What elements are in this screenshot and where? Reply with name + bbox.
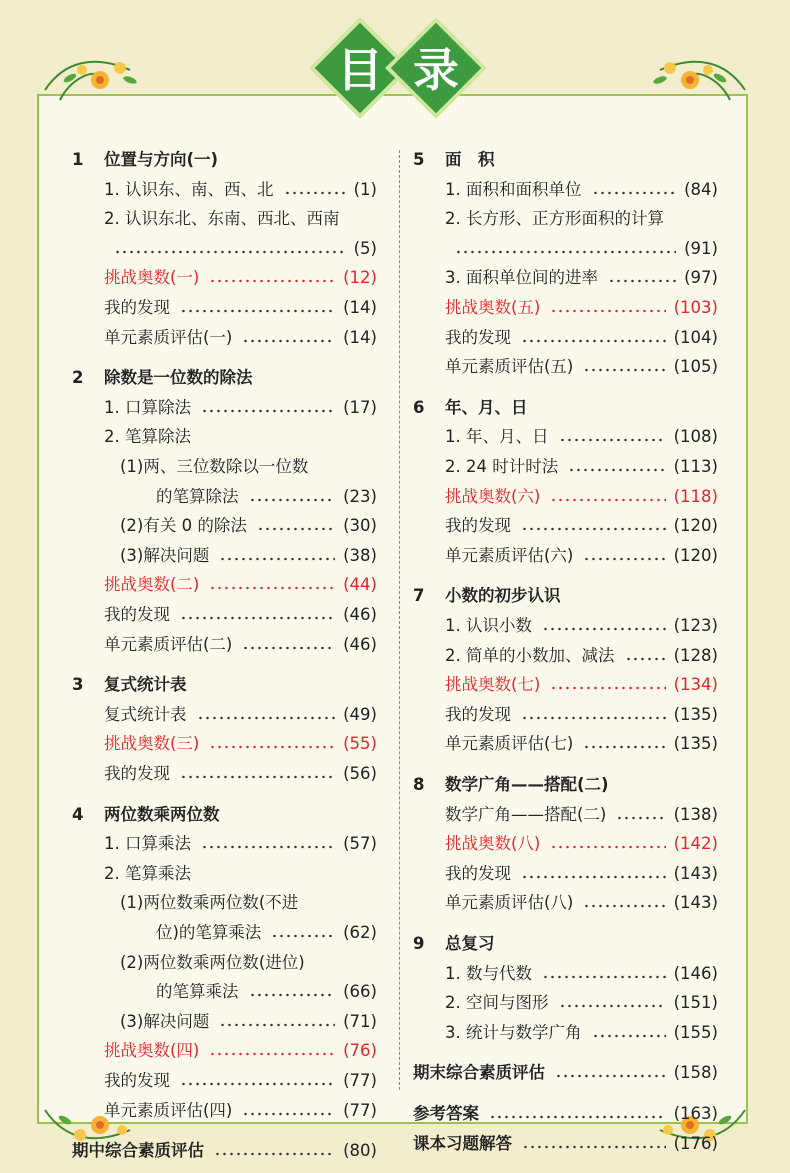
leader-dots: [209, 279, 335, 283]
toc-entry[interactable]: [413, 484, 718, 510]
toc-entry[interactable]: [413, 731, 718, 757]
toc-entry[interactable]: [413, 513, 718, 539]
leader-dots: [180, 1082, 335, 1086]
page-number: (134): [673, 675, 718, 695]
leader-dots: [214, 1152, 335, 1156]
chapter-number: 9: [413, 934, 425, 953]
entry-title: 我的发现: [445, 516, 511, 536]
toc-entry[interactable]: [413, 802, 718, 828]
toc-entry[interactable]: [413, 613, 718, 639]
leader-dots: [249, 993, 336, 997]
leader-dots: [550, 686, 665, 690]
entry-title: 3. 统计与数学广角: [445, 1022, 582, 1042]
page-number: (120): [673, 516, 718, 536]
page-number: (105): [673, 357, 718, 377]
toc-entry[interactable]: [72, 1009, 377, 1035]
toc-entry[interactable]: [72, 572, 377, 598]
toc-entry[interactable]: [72, 920, 377, 946]
page-number: (128): [673, 645, 718, 665]
page-number: (138): [673, 804, 718, 824]
toc-chapter-heading[interactable]: [413, 147, 718, 173]
entry-title: 的笔算除法: [156, 486, 239, 506]
page-number: (80): [343, 1141, 377, 1161]
page-number: (84): [684, 179, 718, 199]
toc-entry[interactable]: [413, 354, 718, 380]
toc-entry[interactable]: [413, 1131, 718, 1157]
title-char-1: 目: [337, 43, 383, 97]
toc-entry[interactable]: [72, 979, 377, 1005]
toc-chapter-heading[interactable]: [72, 147, 377, 173]
entry-title: 我的发现: [104, 1071, 170, 1090]
page-number: (56): [343, 764, 377, 783]
entry-title: 我的发现: [445, 863, 511, 883]
page-number: (14): [343, 298, 377, 317]
entry-title: 挑战奥数(三): [104, 734, 200, 754]
entry-title: 1. 年、月、日: [445, 427, 549, 447]
entry-title: 单元素质评估(六): [445, 545, 574, 565]
entry-title: 我的发现: [445, 704, 511, 724]
page-number: (77): [343, 1100, 377, 1120]
toc-entry[interactable]: [72, 177, 377, 203]
toc-entry[interactable]: [72, 702, 377, 728]
leader-dots: [542, 975, 666, 979]
entry-title: 总复习: [445, 934, 495, 953]
toc-entry[interactable]: [413, 1060, 718, 1086]
toc-entry[interactable]: [72, 1038, 377, 1064]
page-number: (12): [343, 268, 377, 288]
page-title: [310, 18, 486, 118]
page-number: (176): [673, 1133, 718, 1153]
entry-title: 参考答案: [413, 1104, 479, 1123]
leader-dots: [242, 1112, 335, 1116]
toc-entry[interactable]: [72, 761, 377, 787]
page-number: (5): [353, 238, 377, 258]
page-number: (46): [343, 634, 377, 654]
leader-dots: [583, 368, 665, 372]
page-number: (44): [343, 575, 377, 595]
toc-entry[interactable]: [413, 424, 718, 450]
entry-title: 我的发现: [104, 605, 170, 624]
entry-title: 数学广角——搭配(二): [445, 775, 609, 794]
entry-title: 挑战奥数(八): [445, 834, 541, 854]
entry-title: 单元素质评估(七): [445, 734, 574, 754]
leader-dots: [550, 309, 665, 313]
leader-dots: [209, 586, 335, 590]
toc-chapter-heading[interactable]: [72, 365, 377, 391]
chapter-number: 4: [72, 804, 84, 824]
toc-entry[interactable]: [413, 831, 718, 857]
toc-entry[interactable]: [413, 702, 718, 728]
flower-ornament-top-right-icon: [640, 30, 750, 110]
entry-title: 的笔算乘法: [156, 982, 239, 1002]
entry-title: 单元素质评估(一): [104, 327, 233, 347]
page-number: (55): [343, 734, 377, 754]
leader-dots: [625, 657, 666, 661]
chapter-number: 6: [413, 397, 425, 417]
toc-entry[interactable]: [413, 295, 718, 321]
leader-dots: [209, 745, 335, 749]
leader-dots: [201, 409, 335, 413]
chapter-number: 3: [72, 675, 84, 695]
column-divider: [399, 150, 400, 1090]
entry-title: 1. 认识小数: [445, 616, 532, 635]
leader-dots: [568, 468, 665, 472]
page-number: (103): [673, 298, 718, 317]
page-number: (23): [343, 486, 377, 506]
leader-dots: [180, 309, 335, 313]
leader-dots: [201, 845, 335, 849]
page-number: (163): [673, 1104, 718, 1123]
page-number: (76): [343, 1041, 377, 1061]
entry-title: 2. 认识东北、东南、西北、西南: [104, 209, 340, 229]
toc-entry[interactable]: [72, 325, 377, 351]
page-number: (158): [673, 1063, 718, 1083]
toc-entry[interactable]: [72, 543, 377, 569]
entry-title: 单元素质评估(四): [104, 1100, 233, 1120]
entry-title: 复式统计表: [104, 704, 187, 724]
page-number: (142): [673, 834, 718, 854]
page-number: (1): [353, 179, 377, 199]
page-number: (77): [343, 1071, 377, 1090]
entry-title: 复式统计表: [104, 675, 187, 695]
toc-chapter-heading[interactable]: [413, 931, 718, 957]
entry-title: 挑战奥数(七): [445, 675, 541, 695]
leader-dots: [542, 627, 666, 631]
toc-entry[interactable]: [72, 1068, 377, 1094]
entry-title: 年、月、日: [445, 397, 528, 417]
leader-dots: [521, 716, 666, 720]
entry-title: 挑战奥数(六): [445, 486, 541, 506]
toc-entry[interactable]: [413, 454, 718, 480]
chapter-number: 2: [72, 368, 84, 388]
page-number: (155): [673, 1022, 718, 1042]
leader-dots: [455, 250, 676, 254]
toc-entry[interactable]: [72, 265, 377, 291]
toc-entry[interactable]: [413, 206, 718, 232]
toc-chapter-heading[interactable]: [72, 802, 377, 828]
entry-title: 单元素质评估(八): [445, 893, 574, 913]
toc-chapter-heading[interactable]: [72, 672, 377, 698]
entry-title: 1. 认识东、南、西、北: [104, 179, 274, 199]
title-char-2: 录: [413, 43, 459, 97]
leader-dots: [559, 1004, 666, 1008]
entry-title: 挑战奥数(四): [104, 1041, 200, 1061]
entry-title: 3. 面积单位间的进率: [445, 268, 598, 288]
toc-entry[interactable]: [413, 890, 718, 916]
entry-title: 除数是一位数的除法: [104, 368, 253, 388]
page-number: (120): [673, 545, 718, 565]
toc-entry[interactable]: [413, 1101, 718, 1127]
toc-entry[interactable]: [413, 265, 718, 291]
page-number: (62): [343, 923, 377, 942]
page-number: (123): [673, 616, 718, 635]
toc-entry[interactable]: [72, 950, 377, 976]
toc-entry[interactable]: [72, 602, 377, 628]
toc-entry[interactable]: [72, 731, 377, 757]
page-number: (146): [673, 963, 718, 983]
leader-dots: [616, 816, 665, 820]
flower-ornament-top-left-icon: [40, 30, 150, 110]
page-number: (49): [343, 704, 377, 724]
toc-entry[interactable]: [413, 177, 718, 203]
page-number: (30): [343, 516, 377, 536]
toc-entry[interactable]: [72, 454, 377, 480]
toc-entry[interactable]: [72, 236, 377, 262]
leader-dots: [555, 1074, 666, 1078]
leader-dots: [550, 498, 665, 502]
leader-dots: [522, 1145, 666, 1149]
entry-title: 2. 笔算乘法: [104, 863, 191, 883]
leader-dots: [583, 745, 665, 749]
entry-title: 2. 长方形、正方形面积的计算: [445, 209, 664, 229]
toc-chapter-heading[interactable]: [413, 583, 718, 609]
leader-dots: [197, 716, 336, 720]
leader-dots: [180, 775, 335, 779]
page-number: (151): [673, 993, 718, 1013]
entry-title: 期末综合素质评估: [413, 1063, 545, 1083]
entry-title: 我的发现: [104, 764, 170, 783]
page-number: (91): [684, 238, 718, 258]
entry-title: 位置与方向(一): [104, 150, 219, 169]
chapter-number: 1: [72, 150, 84, 169]
toc-entry[interactable]: [72, 831, 377, 857]
entry-title: (1)两位数乘两位数(不进: [120, 893, 299, 913]
entry-title: 挑战奥数(一): [104, 268, 200, 288]
toc-entry[interactable]: [72, 513, 377, 539]
chapter-number: 8: [413, 775, 425, 794]
leader-dots: [219, 557, 335, 561]
page-number: (17): [343, 397, 377, 417]
leader-dots: [550, 845, 665, 849]
toc-chapter-heading[interactable]: [413, 395, 718, 421]
toc-entry[interactable]: [413, 1020, 718, 1046]
entry-title: 小数的初步认识: [445, 586, 561, 606]
leader-dots: [559, 438, 666, 442]
entry-title: 1. 数与代数: [445, 963, 532, 983]
leader-dots: [608, 279, 676, 283]
entry-title: 挑战奥数(二): [104, 575, 200, 595]
page-number: (118): [673, 486, 718, 506]
toc-entry[interactable]: [413, 861, 718, 887]
page-number: (143): [673, 863, 718, 883]
leader-dots: [521, 875, 666, 879]
page-number: (71): [343, 1011, 377, 1031]
toc-entry[interactable]: [72, 632, 377, 658]
page-number: (14): [343, 327, 377, 347]
page-number: (97): [684, 268, 718, 288]
page-number: (57): [343, 834, 377, 854]
leader-dots: [114, 250, 346, 254]
leader-dots: [583, 557, 665, 561]
entry-title: (3)解决问题: [120, 545, 210, 565]
entry-title: 2. 空间与图形: [445, 993, 549, 1013]
entry-title: 我的发现: [104, 298, 170, 317]
toc-entry[interactable]: [72, 1098, 377, 1124]
leader-dots: [592, 1034, 666, 1038]
leader-dots: [257, 527, 335, 531]
page-number: (104): [673, 327, 718, 347]
page-number: (113): [673, 457, 718, 476]
toc-entry[interactable]: [72, 395, 377, 421]
leader-dots: [521, 527, 666, 531]
leader-dots: [583, 904, 665, 908]
entry-title: 2. 简单的小数加、减法: [445, 645, 615, 665]
leader-dots: [242, 339, 335, 343]
page-number: (46): [343, 605, 377, 624]
entry-title: (1)两、三位数除以一位数: [120, 457, 309, 476]
page-number: (135): [673, 734, 718, 754]
entry-title: 我的发现: [445, 327, 511, 347]
page-number: (38): [343, 545, 377, 565]
entry-title: 2. 24 时计时法: [445, 457, 559, 476]
toc-entry[interactable]: [72, 295, 377, 321]
toc-chapter-heading[interactable]: [413, 772, 718, 798]
leader-dots: [592, 191, 677, 195]
entry-title: 单元素质评估(二): [104, 634, 233, 654]
toc-entry[interactable]: [413, 236, 718, 262]
toc-entry[interactable]: [413, 672, 718, 698]
entry-title: 1. 口算除法: [104, 397, 191, 417]
leader-dots: [521, 339, 666, 343]
page-number: (108): [673, 427, 718, 447]
toc-entry[interactable]: [413, 961, 718, 987]
entry-title: 面 积: [445, 150, 495, 169]
leader-dots: [209, 1052, 335, 1056]
toc-entry[interactable]: [72, 1138, 377, 1164]
chapter-number: 5: [413, 150, 425, 169]
entry-title: 挑战奥数(五): [445, 298, 541, 317]
leader-dots: [284, 191, 346, 195]
entry-title: 1. 面积和面积单位: [445, 179, 582, 199]
toc-entry[interactable]: [413, 325, 718, 351]
leader-dots: [271, 934, 335, 938]
entry-title: 数学广角——搭配(二): [445, 804, 607, 824]
entry-title: 位)的笔算乘法: [156, 923, 262, 942]
entry-title: (3)解决问题: [120, 1011, 210, 1031]
leader-dots: [489, 1115, 666, 1119]
leader-dots: [180, 616, 335, 620]
toc-entry[interactable]: [413, 990, 718, 1016]
leader-dots: [242, 646, 335, 650]
entry-title: 1. 口算乘法: [104, 834, 191, 854]
entry-title: 期中综合素质评估: [72, 1141, 204, 1161]
toc-entry[interactable]: [72, 484, 377, 510]
entry-title: 2. 笔算除法: [104, 427, 191, 447]
toc-entry[interactable]: [72, 890, 377, 916]
chapter-number: 7: [413, 586, 425, 606]
page-number: (135): [673, 704, 718, 724]
leader-dots: [249, 498, 336, 502]
page-number: (66): [343, 982, 377, 1002]
entry-title: 两位数乘两位数: [104, 804, 220, 824]
toc-entry[interactable]: [72, 206, 377, 232]
toc-entry[interactable]: [72, 861, 377, 887]
entry-title: 课本习题解答: [413, 1133, 512, 1153]
entry-title: 单元素质评估(五): [445, 357, 574, 377]
leader-dots: [219, 1023, 335, 1027]
toc-entry[interactable]: [72, 424, 377, 450]
entry-title: (2)有关 0 的除法: [120, 516, 247, 536]
entry-title: (2)两位数乘两位数(进位): [120, 952, 305, 972]
toc-entry[interactable]: [413, 643, 718, 669]
page-number: (143): [673, 893, 718, 913]
toc-entry[interactable]: [413, 543, 718, 569]
